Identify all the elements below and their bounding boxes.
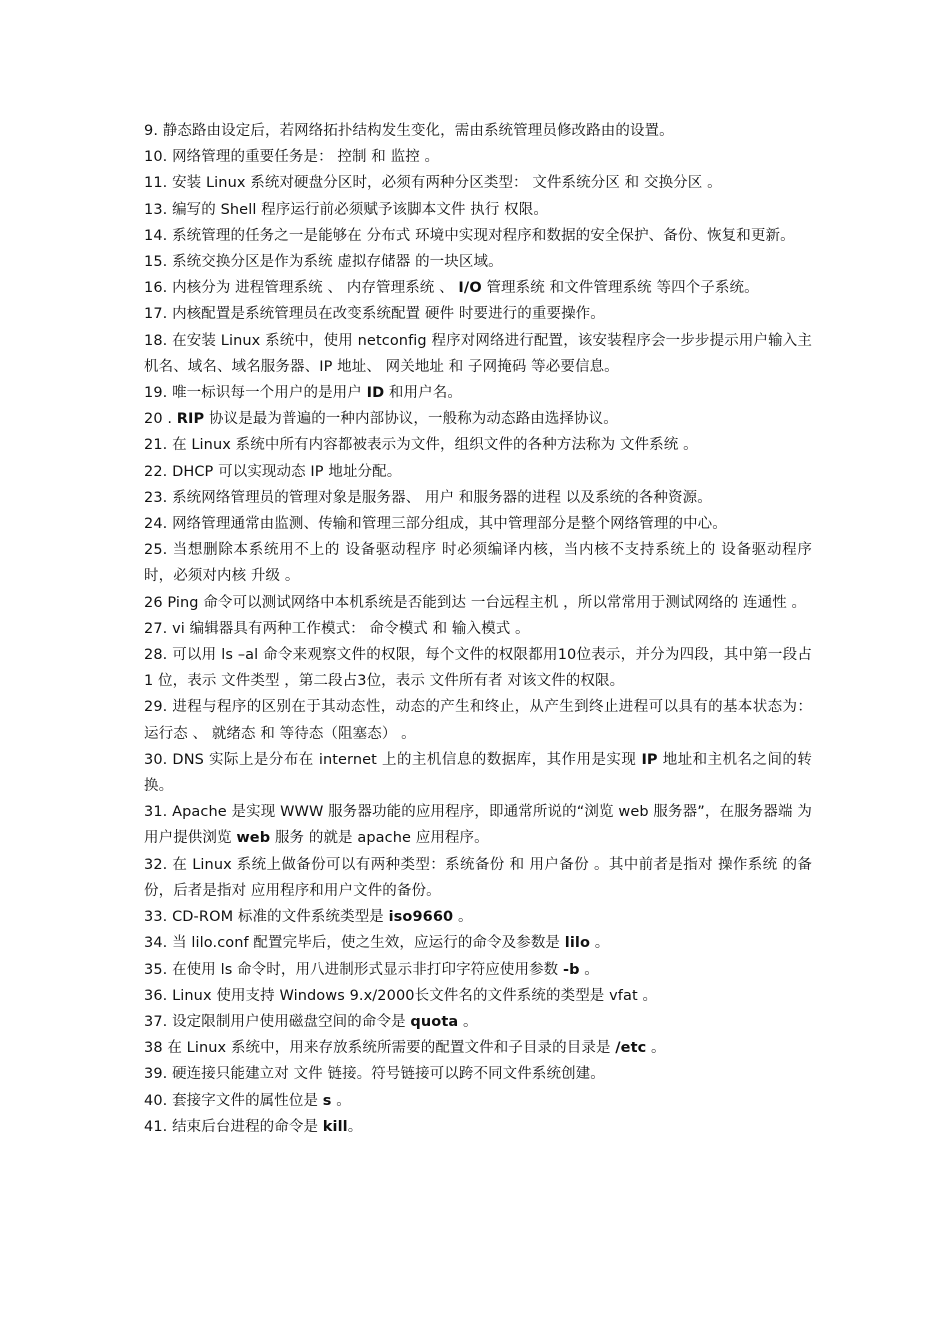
answer-bold-text: quota [410,1013,459,1030]
item-text: 38 在 Linux 系统中，用来存放系统所需要的配置文件和子目录的目录是 [144,1040,616,1057]
item-text: 。 [590,935,610,952]
item-text: 40. 套接字文件的属性位是 [144,1092,323,1109]
question-item [144,904,812,930]
item-text: 。 [646,1040,666,1057]
answer-bold-text: web [236,830,271,847]
answer-bold-text: lilo [564,935,591,952]
question-item [144,223,812,249]
question-item [144,1035,812,1061]
item-text: 服务 的就是 apache 应用程序。 [270,830,489,847]
answer-bold-text: iso9660 [388,909,454,926]
question-item [144,144,812,170]
item-text: 协议是最为普遍的一种内部协议，一般称为动态路由选择协议。 [204,411,618,428]
question-item [144,930,812,956]
item-text: 11. 安装 Linux 系统对硬盘分区时，必须有两种分区类型： 文件系统分区 和 交换分区 。 [144,175,722,192]
question-item [144,170,812,196]
answer-bold-text: -b [562,961,580,978]
item-text: 。 [453,909,473,926]
answer-bold-text: kill [322,1118,348,1135]
question-item [144,432,812,458]
question-item [144,380,812,406]
item-text: 32. 在 Linux 系统上做备份可以有两种类型：系统备份 和 用户备份 。其中前者是指对 操作系统 的备份，后者是指对 应用程序和用户文件的备份。 [144,856,812,899]
question-item [144,799,812,851]
question-item [144,616,812,642]
answer-bold-text: ID [366,385,385,402]
question-item [144,1088,812,1114]
item-text: 17. 内核配置是系统管理员在改变系统配置 硬件 时要进行的重要操作。 [144,306,605,323]
item-text: 14. 系统管理的任务之一是能够在 分布式 环境中实现对程序和数据的安全保护、备份、恢复和更新。 [144,227,795,244]
item-text: 21. 在 Linux 系统中所有内容都被表示为文件，组织文件的各种方法称为 文件系统 。 [144,437,698,454]
item-text: 28. 可以用 ls –al 命令来观察文件的权限，每个文件的权限都用10位表示，并分为四段，其中第一段占 1 位，表示 文件类型 ，第二段占3位，表示 文件所有者 对该文件的权限。 [144,647,812,690]
item-text: 18. 在安装 Linux 系统中，使用 netconfig 程序对网络进行配置，该安装程序会一步步提示用户输入主机名、域名、域名服务器、IP 地址、 网关地址 和 子网掩码 等必要信息。 [144,332,812,375]
item-text: 37. 设定限制用户使用磁盘空间的命令是 [144,1013,411,1030]
question-item [144,590,812,616]
answer-bold-text: /etc [615,1040,647,1057]
answer-bold-text: RIP [176,411,205,428]
item-text: 41. 结束后台进程的命令是 [144,1118,323,1135]
question-item [144,1009,812,1035]
item-text: 管理系统 和文件管理系统 等四个子系统。 [481,280,759,297]
question-item [144,328,812,380]
question-item [144,537,812,589]
question-item [144,118,812,144]
item-text: 27. vi 编辑器具有两种工作模式： 命令模式 和 输入模式 。 [144,620,530,637]
item-text: 地址和主机名之间的转换。 [144,751,812,795]
question-item [144,747,812,799]
item-text: 16. 内核分为 进程管理系统 、 内存管理系统 、 [144,280,459,297]
question-item [144,1114,812,1140]
item-text: 。 [579,961,599,978]
question-item [144,197,812,223]
answer-bold-text: s [322,1092,332,1109]
question-item [144,275,812,301]
item-text: 10. 网络管理的重要任务是： 控制 和 监控 。 [144,149,440,166]
item-text: 36. Linux 使用支持 Windows 9.x/2000长文件名的文件系统的类型是 vfat 。 [144,987,658,1004]
question-item [144,1061,812,1087]
item-text: 13. 编写的 Shell 程序运行前必须赋予该脚本文件 执行 权限。 [144,201,548,218]
question-item [144,957,812,983]
question-item [144,511,812,537]
answer-bold-text: I/O [458,280,482,297]
question-item [144,852,812,904]
item-text: 。 [458,1013,478,1030]
item-text: 15. 系统交换分区是作为系统 虚拟存储器 的一块区域。 [144,254,503,271]
question-item [144,249,812,275]
question-item [144,406,812,432]
question-item [144,301,812,327]
item-text: 22. DHCP 可以实现动态 IP 地址分配。 [144,463,402,480]
item-text: 24. 网络管理通常由监测、传输和管理三部分组成，其中管理部分是整个网络管理的中心。 [144,516,727,533]
question-item [144,459,812,485]
item-text: 26 Ping 命令可以测试网络中本机系统是否能到达 一台远程主机 ，所以常常用于测试网络的 连通性 。 [144,594,807,611]
item-text: 23. 系统网络管理员的管理对象是服务器、 用户 和服务器的进程 以及系统的各种资源。 [144,489,712,506]
item-text: 34. 当 lilo.conf 配置完毕后，使之生效，应运行的命令及参数是 [144,935,565,952]
answer-bold-text: IP [641,751,658,768]
item-text: 35. 在使用 ls 命令时，用八进制形式显示非打印字符应使用参数 [144,961,563,978]
question-item [144,983,812,1009]
item-text: 。 [331,1092,351,1109]
item-text: 33. CD-ROM 标准的文件系统类型是 [144,909,389,926]
item-text: 9. 静态路由设定后，若网络拓扑结构发生变化，需由系统管理员修改路由的设置。 [144,123,674,139]
item-text: 31. Apache 是实现 WWW 服务器功能的应用程序，即通常所说的“浏览 web 服务器”，在服务器端 为用户提供浏览 [144,804,812,847]
question-list [144,118,812,1140]
question-item [144,485,812,511]
item-text: 39. 硬连接只能建立对 文件 链接。符号链接可以跨不同文件系统创建。 [144,1066,605,1083]
item-text: 25. 当想删除本系统用不上的 设备驱动程序 时必须编译内核，当内核不支持系统上的 设备驱动程序 时，必须对内核 升级 。 [144,542,812,585]
question-item [144,694,812,746]
item-text: 29. 进程与程序的区别在于其动态性，动态的产生和终止，从产生到终止进程可以具有的基本状态为： 运行态 、 就绪态 和 等待态（阻塞态） 。 [144,699,812,742]
question-item [144,642,812,694]
item-text: 30. DNS 实际上是分布在 internet 上的主机信息的数据库，其作用是实现 [144,751,642,768]
item-text: 和用户名。 [384,385,462,402]
item-text: 19. 唯一标识每一个用户的是用户 [144,385,367,402]
item-text: 20 . [144,411,177,428]
item-text: 。 [347,1118,363,1135]
